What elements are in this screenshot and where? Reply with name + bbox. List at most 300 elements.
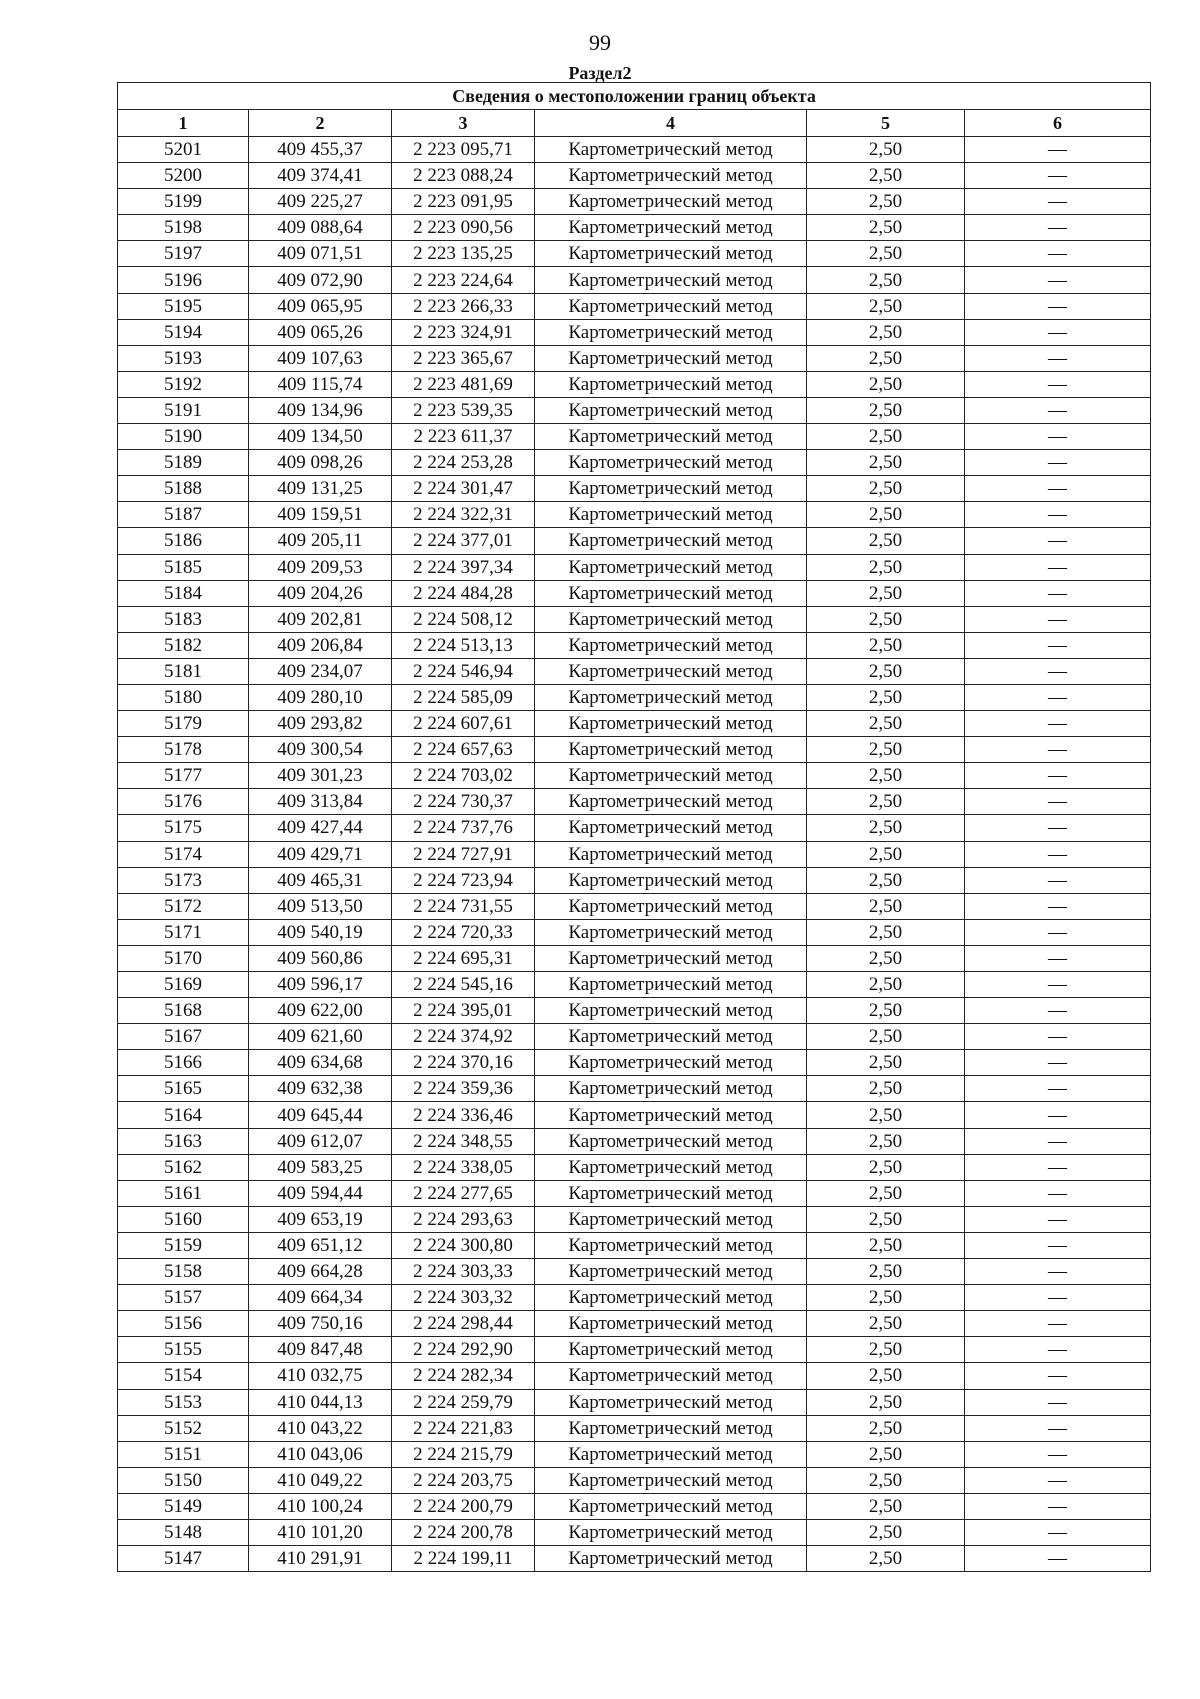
table-row xyxy=(118,397,1151,423)
note-cell: — xyxy=(965,1154,1151,1180)
x-coordinate-cell: 409 065,95 xyxy=(249,293,392,319)
column-header: 3 xyxy=(392,110,535,137)
x-coordinate-cell: 409 098,26 xyxy=(249,450,392,476)
y-coordinate-cell: 2 224 585,09 xyxy=(392,684,535,710)
x-coordinate-cell: 409 664,34 xyxy=(249,1285,392,1311)
x-coordinate-cell: 409 209,53 xyxy=(249,554,392,580)
table-row xyxy=(118,371,1151,397)
table-row xyxy=(118,189,1151,215)
y-coordinate-cell: 2 224 338,05 xyxy=(392,1154,535,1180)
point-number-cell: 5150 xyxy=(118,1467,249,1493)
accuracy-cell: 2,50 xyxy=(807,293,965,319)
table-row xyxy=(118,1259,1151,1285)
y-coordinate-cell: 2 224 303,32 xyxy=(392,1285,535,1311)
y-coordinate-cell: 2 224 215,79 xyxy=(392,1441,535,1467)
y-coordinate-cell: 2 224 508,12 xyxy=(392,606,535,632)
x-coordinate-cell: 409 159,51 xyxy=(249,502,392,528)
point-number-cell: 5182 xyxy=(118,632,249,658)
accuracy-cell: 2,50 xyxy=(807,241,965,267)
accuracy-cell: 2,50 xyxy=(807,1102,965,1128)
point-number-cell: 5167 xyxy=(118,1024,249,1050)
table-row xyxy=(118,1389,1151,1415)
y-coordinate-cell: 2 223 090,56 xyxy=(392,215,535,241)
x-coordinate-cell: 409 374,41 xyxy=(249,163,392,189)
table-row xyxy=(118,1311,1151,1337)
y-coordinate-cell: 2 224 293,63 xyxy=(392,1206,535,1232)
point-number-cell: 5195 xyxy=(118,293,249,319)
y-coordinate-cell: 2 223 324,91 xyxy=(392,319,535,345)
table-row xyxy=(118,293,1151,319)
table-row xyxy=(118,867,1151,893)
accuracy-cell: 2,50 xyxy=(807,711,965,737)
point-number-cell: 5169 xyxy=(118,972,249,998)
y-coordinate-cell: 2 224 513,13 xyxy=(392,632,535,658)
accuracy-cell: 2,50 xyxy=(807,972,965,998)
accuracy-cell: 2,50 xyxy=(807,841,965,867)
table-row xyxy=(118,815,1151,841)
note-cell: — xyxy=(965,1415,1151,1441)
point-number-cell: 5162 xyxy=(118,1154,249,1180)
note-cell: — xyxy=(965,1467,1151,1493)
method-cell: Картометрический метод xyxy=(535,1363,807,1389)
table-row xyxy=(118,1024,1151,1050)
accuracy-cell: 2,50 xyxy=(807,684,965,710)
method-cell: Картометрический метод xyxy=(535,345,807,371)
accuracy-cell: 2,50 xyxy=(807,1337,965,1363)
x-coordinate-cell: 410 044,13 xyxy=(249,1389,392,1415)
table-row xyxy=(118,658,1151,684)
method-cell: Картометрический метод xyxy=(535,684,807,710)
y-coordinate-cell: 2 224 737,76 xyxy=(392,815,535,841)
x-coordinate-cell: 409 107,63 xyxy=(249,345,392,371)
accuracy-cell: 2,50 xyxy=(807,893,965,919)
method-cell: Картометрический метод xyxy=(535,1285,807,1311)
note-cell: — xyxy=(965,397,1151,423)
y-coordinate-cell: 2 224 395,01 xyxy=(392,998,535,1024)
y-coordinate-cell: 2 224 720,33 xyxy=(392,919,535,945)
point-number-cell: 5149 xyxy=(118,1493,249,1519)
x-coordinate-cell: 409 206,84 xyxy=(249,632,392,658)
table-row xyxy=(118,998,1151,1024)
table-row xyxy=(118,502,1151,528)
table-row xyxy=(118,215,1151,241)
accuracy-cell: 2,50 xyxy=(807,1050,965,1076)
table-row xyxy=(118,241,1151,267)
note-cell: — xyxy=(965,789,1151,815)
point-number-cell: 5154 xyxy=(118,1363,249,1389)
point-number-cell: 5194 xyxy=(118,319,249,345)
x-coordinate-cell: 409 540,19 xyxy=(249,919,392,945)
note-cell: — xyxy=(965,711,1151,737)
method-cell: Картометрический метод xyxy=(535,1415,807,1441)
section-title: Раздел2 xyxy=(568,63,632,83)
accuracy-cell: 2,50 xyxy=(807,606,965,632)
x-coordinate-cell: 409 134,50 xyxy=(249,424,392,450)
table-caption-row xyxy=(118,83,1151,110)
method-cell: Картометрический метод xyxy=(535,998,807,1024)
point-number-cell: 5171 xyxy=(118,919,249,945)
method-cell: Картометрический метод xyxy=(535,397,807,423)
note-cell: — xyxy=(965,945,1151,971)
point-number-cell: 5186 xyxy=(118,528,249,554)
note-cell: — xyxy=(965,737,1151,763)
point-number-cell: 5191 xyxy=(118,397,249,423)
table-row xyxy=(118,789,1151,815)
y-coordinate-cell: 2 224 300,80 xyxy=(392,1232,535,1258)
y-coordinate-cell: 2 224 731,55 xyxy=(392,893,535,919)
method-cell: Картометрический метод xyxy=(535,137,807,163)
accuracy-cell: 2,50 xyxy=(807,1441,965,1467)
note-cell: — xyxy=(965,1102,1151,1128)
accuracy-cell: 2,50 xyxy=(807,1259,965,1285)
note-cell: — xyxy=(965,189,1151,215)
method-cell: Картометрический метод xyxy=(535,424,807,450)
note-cell: — xyxy=(965,580,1151,606)
x-coordinate-cell: 410 100,24 xyxy=(249,1493,392,1519)
note-cell: — xyxy=(965,215,1151,241)
y-coordinate-cell: 2 224 200,79 xyxy=(392,1493,535,1519)
x-coordinate-cell: 409 560,86 xyxy=(249,945,392,971)
note-cell: — xyxy=(965,241,1151,267)
point-number-cell: 5153 xyxy=(118,1389,249,1415)
method-cell: Картометрический метод xyxy=(535,763,807,789)
x-coordinate-cell: 409 594,44 xyxy=(249,1180,392,1206)
method-cell: Картометрический метод xyxy=(535,711,807,737)
table-row xyxy=(118,1076,1151,1102)
accuracy-cell: 2,50 xyxy=(807,1467,965,1493)
y-coordinate-cell: 2 224 546,94 xyxy=(392,658,535,684)
x-coordinate-cell: 409 596,17 xyxy=(249,972,392,998)
point-number-cell: 5174 xyxy=(118,841,249,867)
note-cell: — xyxy=(965,554,1151,580)
accuracy-cell: 2,50 xyxy=(807,137,965,163)
table-row xyxy=(118,711,1151,737)
point-number-cell: 5148 xyxy=(118,1519,249,1545)
page-number: 99 xyxy=(589,30,611,55)
table-row xyxy=(118,1467,1151,1493)
x-coordinate-cell: 409 134,96 xyxy=(249,397,392,423)
method-cell: Картометрический метод xyxy=(535,1389,807,1415)
point-number-cell: 5152 xyxy=(118,1415,249,1441)
accuracy-cell: 2,50 xyxy=(807,1128,965,1154)
method-cell: Картометрический метод xyxy=(535,528,807,554)
x-coordinate-cell: 409 115,74 xyxy=(249,371,392,397)
y-coordinate-cell: 2 224 292,90 xyxy=(392,1337,535,1363)
table-row xyxy=(118,841,1151,867)
accuracy-cell: 2,50 xyxy=(807,476,965,502)
x-coordinate-cell: 409 612,07 xyxy=(249,1128,392,1154)
x-coordinate-cell: 409 234,07 xyxy=(249,658,392,684)
note-cell: — xyxy=(965,632,1151,658)
table-header-row xyxy=(118,110,1151,137)
point-number-cell: 5172 xyxy=(118,893,249,919)
accuracy-cell: 2,50 xyxy=(807,945,965,971)
point-number-cell: 5198 xyxy=(118,215,249,241)
point-number-cell: 5164 xyxy=(118,1102,249,1128)
note-cell: — xyxy=(965,424,1151,450)
accuracy-cell: 2,50 xyxy=(807,1285,965,1311)
x-coordinate-cell: 409 750,16 xyxy=(249,1311,392,1337)
note-cell: — xyxy=(965,972,1151,998)
point-number-cell: 5156 xyxy=(118,1311,249,1337)
column-header: 1 xyxy=(118,110,249,137)
accuracy-cell: 2,50 xyxy=(807,1389,965,1415)
x-coordinate-cell: 410 032,75 xyxy=(249,1363,392,1389)
x-coordinate-cell: 409 651,12 xyxy=(249,1232,392,1258)
point-number-cell: 5200 xyxy=(118,163,249,189)
method-cell: Картометрический метод xyxy=(535,1311,807,1337)
point-number-cell: 5199 xyxy=(118,189,249,215)
method-cell: Картометрический метод xyxy=(535,554,807,580)
table-row xyxy=(118,1337,1151,1363)
method-cell: Картометрический метод xyxy=(535,1467,807,1493)
table-row xyxy=(118,267,1151,293)
note-cell: — xyxy=(965,1050,1151,1076)
note-cell: — xyxy=(965,528,1151,554)
method-cell: Картометрический метод xyxy=(535,1050,807,1076)
point-number-cell: 5158 xyxy=(118,1259,249,1285)
accuracy-cell: 2,50 xyxy=(807,319,965,345)
point-number-cell: 5188 xyxy=(118,476,249,502)
point-number-cell: 5196 xyxy=(118,267,249,293)
y-coordinate-cell: 2 223 091,95 xyxy=(392,189,535,215)
note-cell: — xyxy=(965,684,1151,710)
point-number-cell: 5187 xyxy=(118,502,249,528)
accuracy-cell: 2,50 xyxy=(807,737,965,763)
method-cell: Картометрический метод xyxy=(535,1546,807,1572)
point-number-cell: 5155 xyxy=(118,1337,249,1363)
table-row xyxy=(118,163,1151,189)
accuracy-cell: 2,50 xyxy=(807,1311,965,1337)
point-number-cell: 5180 xyxy=(118,684,249,710)
accuracy-cell: 2,50 xyxy=(807,763,965,789)
method-cell: Картометрический метод xyxy=(535,1259,807,1285)
method-cell: Картометрический метод xyxy=(535,1493,807,1519)
x-coordinate-cell: 410 043,22 xyxy=(249,1415,392,1441)
x-coordinate-cell: 409 205,11 xyxy=(249,528,392,554)
accuracy-cell: 2,50 xyxy=(807,345,965,371)
table-row xyxy=(118,1206,1151,1232)
table-row xyxy=(118,137,1151,163)
method-cell: Картометрический метод xyxy=(535,815,807,841)
method-cell: Картометрический метод xyxy=(535,893,807,919)
x-coordinate-cell: 409 204,26 xyxy=(249,580,392,606)
x-coordinate-cell: 409 065,26 xyxy=(249,319,392,345)
accuracy-cell: 2,50 xyxy=(807,1024,965,1050)
note-cell: — xyxy=(965,919,1151,945)
table-row xyxy=(118,580,1151,606)
point-number-cell: 5168 xyxy=(118,998,249,1024)
table-row xyxy=(118,476,1151,502)
method-cell: Картометрический метод xyxy=(535,450,807,476)
x-coordinate-cell: 410 043,06 xyxy=(249,1441,392,1467)
method-cell: Картометрический метод xyxy=(535,1232,807,1258)
column-header: 5 xyxy=(807,110,965,137)
y-coordinate-cell: 2 224 484,28 xyxy=(392,580,535,606)
method-cell: Картометрический метод xyxy=(535,371,807,397)
y-coordinate-cell: 2 224 545,16 xyxy=(392,972,535,998)
point-number-cell: 5163 xyxy=(118,1128,249,1154)
table-row xyxy=(118,632,1151,658)
accuracy-cell: 2,50 xyxy=(807,998,965,1024)
method-cell: Картометрический метод xyxy=(535,1076,807,1102)
accuracy-cell: 2,50 xyxy=(807,502,965,528)
table-row xyxy=(118,450,1151,476)
accuracy-cell: 2,50 xyxy=(807,1546,965,1572)
note-cell: — xyxy=(965,893,1151,919)
note-cell: — xyxy=(965,1493,1151,1519)
x-coordinate-cell: 409 280,10 xyxy=(249,684,392,710)
accuracy-cell: 2,50 xyxy=(807,919,965,945)
point-number-cell: 5183 xyxy=(118,606,249,632)
note-cell: — xyxy=(965,137,1151,163)
point-number-cell: 5177 xyxy=(118,763,249,789)
accuracy-cell: 2,50 xyxy=(807,267,965,293)
accuracy-cell: 2,50 xyxy=(807,1076,965,1102)
table-row xyxy=(118,945,1151,971)
y-coordinate-cell: 2 224 259,79 xyxy=(392,1389,535,1415)
accuracy-cell: 2,50 xyxy=(807,658,965,684)
method-cell: Картометрический метод xyxy=(535,1180,807,1206)
method-cell: Картометрический метод xyxy=(535,737,807,763)
table-row xyxy=(118,606,1151,632)
y-coordinate-cell: 2 224 397,34 xyxy=(392,554,535,580)
y-coordinate-cell: 2 223 088,24 xyxy=(392,163,535,189)
x-coordinate-cell: 409 465,31 xyxy=(249,867,392,893)
y-coordinate-cell: 2 224 301,47 xyxy=(392,476,535,502)
note-cell: — xyxy=(965,1389,1151,1415)
accuracy-cell: 2,50 xyxy=(807,815,965,841)
table-row xyxy=(118,1180,1151,1206)
x-coordinate-cell: 409 583,25 xyxy=(249,1154,392,1180)
x-coordinate-cell: 409 632,38 xyxy=(249,1076,392,1102)
table-row xyxy=(118,1363,1151,1389)
note-cell: — xyxy=(965,163,1151,189)
x-coordinate-cell: 410 291,91 xyxy=(249,1546,392,1572)
x-coordinate-cell: 409 429,71 xyxy=(249,841,392,867)
y-coordinate-cell: 2 224 607,61 xyxy=(392,711,535,737)
table-row xyxy=(118,972,1151,998)
y-coordinate-cell: 2 224 253,28 xyxy=(392,450,535,476)
note-cell: — xyxy=(965,1128,1151,1154)
method-cell: Картометрический метод xyxy=(535,867,807,893)
x-coordinate-cell: 410 101,20 xyxy=(249,1519,392,1545)
accuracy-cell: 2,50 xyxy=(807,580,965,606)
y-coordinate-cell: 2 224 277,65 xyxy=(392,1180,535,1206)
method-cell: Картометрический метод xyxy=(535,241,807,267)
accuracy-cell: 2,50 xyxy=(807,450,965,476)
x-coordinate-cell: 409 634,68 xyxy=(249,1050,392,1076)
method-cell: Картометрический метод xyxy=(535,1154,807,1180)
point-number-cell: 5189 xyxy=(118,450,249,476)
table-row xyxy=(118,1415,1151,1441)
note-cell: — xyxy=(965,658,1151,684)
point-number-cell: 5175 xyxy=(118,815,249,841)
point-number-cell: 5192 xyxy=(118,371,249,397)
y-coordinate-cell: 2 224 359,36 xyxy=(392,1076,535,1102)
note-cell: — xyxy=(965,763,1151,789)
y-coordinate-cell: 2 224 703,02 xyxy=(392,763,535,789)
table-row xyxy=(118,528,1151,554)
note-cell: — xyxy=(965,815,1151,841)
point-number-cell: 5185 xyxy=(118,554,249,580)
y-coordinate-cell: 2 224 377,01 xyxy=(392,528,535,554)
table-row xyxy=(118,1154,1151,1180)
method-cell: Картометрический метод xyxy=(535,293,807,319)
accuracy-cell: 2,50 xyxy=(807,1232,965,1258)
table-row xyxy=(118,737,1151,763)
y-coordinate-cell: 2 224 374,92 xyxy=(392,1024,535,1050)
method-cell: Картометрический метод xyxy=(535,1337,807,1363)
table-row xyxy=(118,1546,1151,1572)
y-coordinate-cell: 2 223 365,67 xyxy=(392,345,535,371)
x-coordinate-cell: 409 072,90 xyxy=(249,267,392,293)
accuracy-cell: 2,50 xyxy=(807,554,965,580)
note-cell: — xyxy=(965,1285,1151,1311)
point-number-cell: 5147 xyxy=(118,1546,249,1572)
note-cell: — xyxy=(965,319,1151,345)
accuracy-cell: 2,50 xyxy=(807,1519,965,1545)
point-number-cell: 5159 xyxy=(118,1232,249,1258)
x-coordinate-cell: 409 653,19 xyxy=(249,1206,392,1232)
point-number-cell: 5197 xyxy=(118,241,249,267)
point-number-cell: 5181 xyxy=(118,658,249,684)
note-cell: — xyxy=(965,1311,1151,1337)
method-cell: Картометрический метод xyxy=(535,658,807,684)
y-coordinate-cell: 2 224 730,37 xyxy=(392,789,535,815)
point-number-cell: 5193 xyxy=(118,345,249,371)
note-cell: — xyxy=(965,371,1151,397)
table-row xyxy=(118,1050,1151,1076)
y-coordinate-cell: 2 224 370,16 xyxy=(392,1050,535,1076)
method-cell: Картометрический метод xyxy=(535,1128,807,1154)
table-row xyxy=(118,554,1151,580)
method-cell: Картометрический метод xyxy=(535,789,807,815)
method-cell: Картометрический метод xyxy=(535,476,807,502)
y-coordinate-cell: 2 224 322,31 xyxy=(392,502,535,528)
point-number-cell: 5201 xyxy=(118,137,249,163)
y-coordinate-cell: 2 224 348,55 xyxy=(392,1128,535,1154)
note-cell: — xyxy=(965,1259,1151,1285)
table-row xyxy=(118,684,1151,710)
x-coordinate-cell: 409 293,82 xyxy=(249,711,392,737)
accuracy-cell: 2,50 xyxy=(807,1493,965,1519)
point-number-cell: 5173 xyxy=(118,867,249,893)
y-coordinate-cell: 2 224 282,34 xyxy=(392,1363,535,1389)
y-coordinate-cell: 2 223 266,33 xyxy=(392,293,535,319)
x-coordinate-cell: 409 427,44 xyxy=(249,815,392,841)
y-coordinate-cell: 2 224 203,75 xyxy=(392,1467,535,1493)
note-cell: — xyxy=(965,1024,1151,1050)
note-cell: — xyxy=(965,1441,1151,1467)
table-row xyxy=(118,763,1151,789)
table-body xyxy=(118,83,1151,1572)
note-cell: — xyxy=(965,345,1151,371)
note-cell: — xyxy=(965,606,1151,632)
table-row xyxy=(118,1232,1151,1258)
y-coordinate-cell: 2 224 695,31 xyxy=(392,945,535,971)
y-coordinate-cell: 2 223 135,25 xyxy=(392,241,535,267)
table-caption: Сведения о местоположении границ объекта xyxy=(118,83,1151,110)
x-coordinate-cell: 409 088,64 xyxy=(249,215,392,241)
note-cell: — xyxy=(965,293,1151,319)
x-coordinate-cell: 409 300,54 xyxy=(249,737,392,763)
y-coordinate-cell: 2 223 481,69 xyxy=(392,371,535,397)
accuracy-cell: 2,50 xyxy=(807,1206,965,1232)
y-coordinate-cell: 2 223 539,35 xyxy=(392,397,535,423)
point-number-cell: 5178 xyxy=(118,737,249,763)
note-cell: — xyxy=(965,1076,1151,1102)
